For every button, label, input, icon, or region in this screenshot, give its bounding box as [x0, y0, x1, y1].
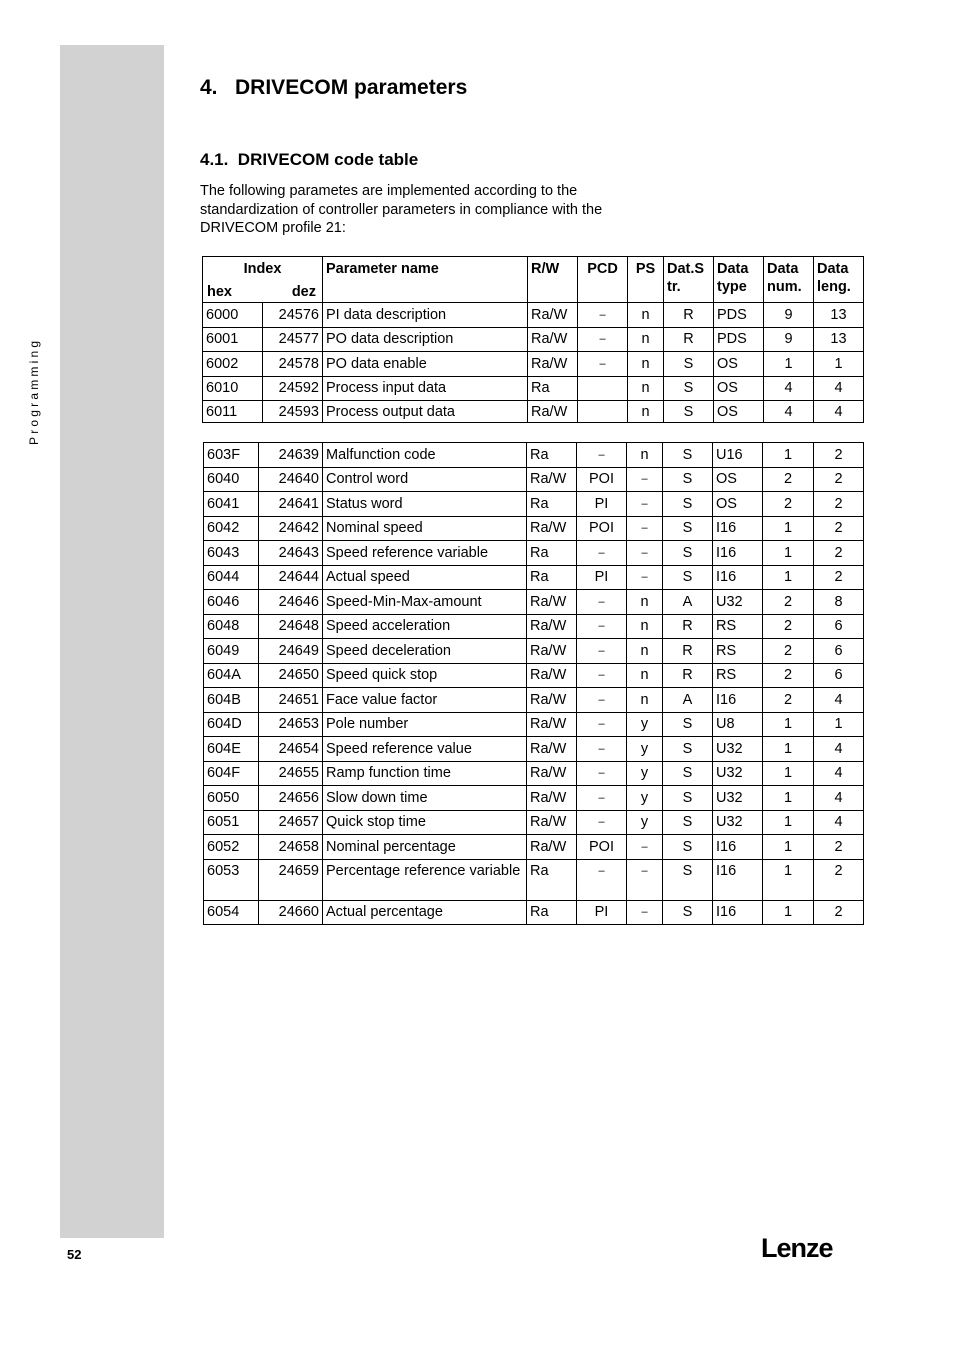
cell-dat-str: A — [663, 590, 713, 615]
cell-hex: 604A — [204, 663, 259, 688]
cell-dez: 24639 — [259, 443, 323, 468]
table-row — [204, 900, 864, 925]
cell-rw: Ra — [527, 492, 577, 517]
header-index-title: Index — [243, 261, 282, 277]
cell-dat-str: S — [663, 810, 713, 835]
cell-data-type: OS — [713, 467, 763, 492]
cell-ps: y — [627, 737, 663, 762]
cell-dez: 24642 — [259, 516, 323, 541]
cell-rw: Ra/W — [528, 352, 578, 377]
cell-pcd: PI — [577, 492, 627, 517]
cell-ps: n — [628, 303, 664, 328]
page-number: 52 — [67, 1247, 82, 1262]
cell-hex: 6049 — [204, 639, 259, 664]
cell-parameter-name: Nominal speed — [323, 516, 527, 541]
cell-dat-str: S — [663, 835, 713, 860]
cell-dez: 24644 — [259, 565, 323, 590]
side-band — [60, 45, 164, 1238]
cell-data-num: 1 — [763, 835, 814, 860]
table-row — [204, 467, 864, 492]
cell-pcd: PI — [577, 565, 627, 590]
cell-hex: 6044 — [204, 565, 259, 590]
cell-hex: 6053 — [204, 859, 259, 900]
cell-dez: 24592 — [263, 376, 323, 401]
cell-data-leng: 6 — [814, 614, 864, 639]
cell-data-num: 2 — [763, 639, 814, 664]
cell-data-leng: 2 — [814, 492, 864, 517]
cell-pcd: – — [577, 712, 627, 737]
cell-data-leng: 13 — [814, 327, 864, 352]
cell-rw: Ra/W — [528, 401, 578, 423]
cell-pcd: – — [577, 786, 627, 811]
cell-pcd — [578, 376, 628, 401]
table-header-row — [203, 257, 864, 303]
cell-rw: Ra/W — [527, 761, 577, 786]
cell-rw: Ra/W — [527, 663, 577, 688]
cell-dez: 24578 — [263, 352, 323, 377]
cell-ps: – — [627, 565, 663, 590]
cell-hex: 6051 — [204, 810, 259, 835]
cell-rw: Ra/W — [528, 303, 578, 328]
cell-data-num: 9 — [764, 327, 814, 352]
cell-pcd: – — [577, 443, 627, 468]
cell-data-leng: 4 — [814, 786, 864, 811]
cell-data-num: 1 — [764, 352, 814, 377]
cell-data-type: U16 — [713, 443, 763, 468]
cell-rw: Ra/W — [527, 712, 577, 737]
cell-data-leng: 1 — [814, 352, 864, 377]
cell-pcd: – — [577, 614, 627, 639]
cell-rw: Ra — [527, 900, 577, 925]
cell-hex: 6043 — [204, 541, 259, 566]
cell-data-type: I16 — [713, 565, 763, 590]
cell-dez: 24656 — [259, 786, 323, 811]
cell-dez: 24641 — [259, 492, 323, 517]
cell-ps: – — [627, 467, 663, 492]
cell-parameter-name: Process input data — [323, 376, 528, 401]
cell-data-leng: 6 — [814, 639, 864, 664]
cell-rw: Ra/W — [528, 327, 578, 352]
table-row — [204, 639, 864, 664]
cell-parameter-name: Actual speed — [323, 565, 527, 590]
cell-data-leng: 4 — [814, 376, 864, 401]
header-pcd: PCD — [578, 257, 628, 303]
cell-data-num: 4 — [764, 376, 814, 401]
cell-hex: 6010 — [203, 376, 263, 401]
cell-parameter-name: PI data description — [323, 303, 528, 328]
cell-data-num: 1 — [763, 737, 814, 762]
cell-data-type: I16 — [713, 859, 763, 900]
cell-ps: – — [627, 900, 663, 925]
cell-hex: 6050 — [204, 786, 259, 811]
cell-pcd: – — [577, 859, 627, 900]
cell-dat-str: S — [664, 401, 714, 423]
table-row — [204, 688, 864, 713]
cell-hex: 604D — [204, 712, 259, 737]
cell-rw: Ra/W — [527, 786, 577, 811]
cell-dez: 24640 — [259, 467, 323, 492]
cell-ps: n — [627, 590, 663, 615]
cell-data-leng: 8 — [814, 590, 864, 615]
section-title: 4.1. DRIVECOM code table — [200, 150, 419, 169]
cell-data-num: 1 — [763, 900, 814, 925]
cell-parameter-name: Nominal percentage — [323, 835, 527, 860]
cell-data-num: 9 — [764, 303, 814, 328]
cell-data-type: OS — [714, 401, 764, 423]
cell-dez: 24657 — [259, 810, 323, 835]
table-row — [204, 810, 864, 835]
cell-data-num: 1 — [763, 859, 814, 900]
table-row — [204, 492, 864, 517]
cell-pcd: – — [577, 541, 627, 566]
cell-pcd: – — [577, 737, 627, 762]
cell-data-type: I16 — [713, 688, 763, 713]
cell-dez: 24650 — [259, 663, 323, 688]
cell-pcd: – — [577, 688, 627, 713]
cell-data-leng: 4 — [814, 737, 864, 762]
cell-ps: n — [627, 639, 663, 664]
cell-data-type: U32 — [713, 590, 763, 615]
table-row — [203, 376, 864, 401]
cell-dez: 24577 — [263, 327, 323, 352]
cell-parameter-name: Speed deceleration — [323, 639, 527, 664]
cell-ps: n — [628, 327, 664, 352]
cell-dat-str: S — [663, 565, 713, 590]
header-data-type: Data type — [714, 257, 764, 303]
cell-data-type: OS — [714, 376, 764, 401]
header-dat-str: Dat.S tr. — [664, 257, 714, 303]
cell-data-type: PDS — [714, 327, 764, 352]
table-row — [203, 352, 864, 377]
cell-dat-str: R — [664, 327, 714, 352]
cell-data-leng: 6 — [814, 663, 864, 688]
header-index — [203, 257, 323, 303]
cell-data-num: 2 — [763, 467, 814, 492]
cell-hex: 6048 — [204, 614, 259, 639]
header-data-leng: Data leng. — [814, 257, 864, 303]
cell-data-num: 2 — [763, 688, 814, 713]
table-row — [203, 401, 864, 423]
cell-hex: 6000 — [203, 303, 263, 328]
cell-dez: 24660 — [259, 900, 323, 925]
table-row — [203, 327, 864, 352]
cell-ps: n — [627, 614, 663, 639]
cell-hex: 604E — [204, 737, 259, 762]
table-row — [203, 303, 864, 328]
cell-data-num: 1 — [763, 516, 814, 541]
cell-dez: 24655 — [259, 761, 323, 786]
cell-parameter-name: Slow down time — [323, 786, 527, 811]
cell-dez: 24593 — [263, 401, 323, 423]
cell-dat-str: S — [663, 541, 713, 566]
cell-hex: 6046 — [204, 590, 259, 615]
lenze-logo: Lenze — [761, 1233, 833, 1263]
cell-dat-str: S — [663, 761, 713, 786]
cell-parameter-name: Status word — [323, 492, 527, 517]
table-row — [204, 835, 864, 860]
cell-data-leng: 2 — [814, 835, 864, 860]
cell-ps: n — [628, 401, 664, 423]
cell-hex: 6041 — [204, 492, 259, 517]
cell-data-num: 4 — [764, 401, 814, 423]
cell-data-num: 2 — [763, 614, 814, 639]
cell-dez: 24658 — [259, 835, 323, 860]
table-row — [204, 516, 864, 541]
cell-dez: 24653 — [259, 712, 323, 737]
cell-hex: 6042 — [204, 516, 259, 541]
cell-ps: n — [628, 352, 664, 377]
cell-dat-str: A — [663, 688, 713, 713]
section-side-label: Programming — [27, 337, 41, 445]
cell-rw: Ra/W — [527, 467, 577, 492]
cell-hex: 604B — [204, 688, 259, 713]
cell-dat-str: S — [663, 900, 713, 925]
cell-dez: 24643 — [259, 541, 323, 566]
table-row — [204, 761, 864, 786]
cell-dat-str: S — [663, 786, 713, 811]
cell-data-type: OS — [714, 352, 764, 377]
cell-hex: 6052 — [204, 835, 259, 860]
drivecom-table-secondary — [203, 442, 864, 925]
table-row — [204, 590, 864, 615]
cell-parameter-name: Malfunction code — [323, 443, 527, 468]
cell-hex: 6001 — [203, 327, 263, 352]
cell-dez: 24654 — [259, 737, 323, 762]
cell-dez: 24576 — [263, 303, 323, 328]
cell-pcd: POI — [577, 835, 627, 860]
cell-parameter-name: Face value factor — [323, 688, 527, 713]
table-row — [204, 786, 864, 811]
table-row — [204, 565, 864, 590]
cell-parameter-name: Speed acceleration — [323, 614, 527, 639]
cell-dat-str: S — [663, 737, 713, 762]
cell-pcd: – — [578, 327, 628, 352]
cell-hex: 6054 — [204, 900, 259, 925]
cell-dat-str: S — [663, 712, 713, 737]
cell-rw: Ra — [528, 376, 578, 401]
cell-data-leng: 1 — [814, 712, 864, 737]
cell-data-leng: 2 — [814, 541, 864, 566]
cell-data-num: 1 — [763, 712, 814, 737]
cell-dat-str: R — [664, 303, 714, 328]
cell-data-num: 1 — [763, 541, 814, 566]
cell-hex: 6011 — [203, 401, 263, 423]
cell-hex: 604F — [204, 761, 259, 786]
cell-data-num: 1 — [763, 810, 814, 835]
cell-parameter-name: Process output data — [323, 401, 528, 423]
cell-parameter-name: Speed-Min-Max-amount — [323, 590, 527, 615]
cell-ps: y — [627, 786, 663, 811]
cell-dat-str: R — [663, 614, 713, 639]
cell-ps: – — [627, 516, 663, 541]
header-ps: PS — [628, 257, 664, 303]
cell-pcd: – — [577, 590, 627, 615]
cell-parameter-name: PO data description — [323, 327, 528, 352]
cell-data-leng: 2 — [814, 859, 864, 900]
cell-rw: Ra/W — [527, 639, 577, 664]
cell-dat-str: S — [663, 859, 713, 900]
table-row — [204, 737, 864, 762]
cell-parameter-name: PO data enable — [323, 352, 528, 377]
cell-ps: y — [627, 761, 663, 786]
cell-hex: 603F — [204, 443, 259, 468]
cell-data-type: U32 — [713, 810, 763, 835]
cell-data-num: 1 — [763, 786, 814, 811]
header-dez: dez — [291, 284, 316, 300]
header-rw: R/W — [528, 257, 578, 303]
cell-data-leng: 2 — [814, 467, 864, 492]
cell-ps: – — [627, 859, 663, 900]
cell-parameter-name: Actual percentage — [323, 900, 527, 925]
cell-parameter-name: Percentage reference variable — [323, 859, 527, 900]
table-row — [204, 541, 864, 566]
cell-data-type: OS — [713, 492, 763, 517]
header-data-num: Data num. — [764, 257, 814, 303]
cell-data-type: RS — [713, 639, 763, 664]
cell-ps: – — [627, 541, 663, 566]
cell-data-leng: 2 — [814, 516, 864, 541]
cell-data-leng: 2 — [814, 565, 864, 590]
cell-dat-str: S — [663, 467, 713, 492]
cell-data-num: 2 — [763, 590, 814, 615]
cell-pcd: – — [577, 810, 627, 835]
cell-data-leng: 4 — [814, 401, 864, 423]
cell-rw: Ra — [527, 541, 577, 566]
cell-parameter-name: Ramp function time — [323, 761, 527, 786]
cell-dat-str: S — [663, 492, 713, 517]
cell-data-type: I16 — [713, 541, 763, 566]
cell-data-leng: 2 — [814, 443, 864, 468]
header-hex: hex — [207, 284, 232, 300]
cell-pcd: POI — [577, 467, 627, 492]
cell-data-num: 1 — [763, 761, 814, 786]
page-title: 4. DRIVECOM parameters — [200, 76, 468, 99]
cell-pcd: – — [577, 663, 627, 688]
cell-rw: Ra/W — [527, 614, 577, 639]
cell-dat-str: S — [664, 376, 714, 401]
cell-data-type: I16 — [713, 900, 763, 925]
cell-ps: – — [627, 835, 663, 860]
cell-rw: Ra — [527, 565, 577, 590]
cell-parameter-name: Quick stop time — [323, 810, 527, 835]
cell-data-type: RS — [713, 614, 763, 639]
cell-ps: – — [627, 492, 663, 517]
cell-pcd: POI — [577, 516, 627, 541]
cell-dat-str: S — [664, 352, 714, 377]
cell-data-type: PDS — [714, 303, 764, 328]
cell-parameter-name: Speed quick stop — [323, 663, 527, 688]
cell-dat-str: R — [663, 663, 713, 688]
cell-ps: y — [627, 810, 663, 835]
cell-dez: 24648 — [259, 614, 323, 639]
intro-paragraph: The following parametes are implemented according to the standardization of controller parameters in compliance with the DRIVECOM profile 21: — [200, 183, 603, 236]
cell-ps: n — [627, 688, 663, 713]
cell-data-leng: 2 — [814, 900, 864, 925]
cell-data-leng: 4 — [814, 761, 864, 786]
cell-rw: Ra/W — [527, 688, 577, 713]
cell-ps: n — [627, 443, 663, 468]
cell-data-type: I16 — [713, 516, 763, 541]
cell-dat-str: R — [663, 639, 713, 664]
cell-data-type: U32 — [713, 786, 763, 811]
cell-ps: n — [627, 663, 663, 688]
cell-rw: Ra/W — [527, 835, 577, 860]
cell-rw: Ra — [527, 859, 577, 900]
cell-data-type: U8 — [713, 712, 763, 737]
cell-ps: n — [628, 376, 664, 401]
table-row — [204, 712, 864, 737]
cell-data-num: 1 — [763, 565, 814, 590]
table-row — [204, 663, 864, 688]
cell-pcd — [578, 401, 628, 423]
cell-dez: 24659 — [259, 859, 323, 900]
cell-rw: Ra — [527, 443, 577, 468]
cell-parameter-name: Pole number — [323, 712, 527, 737]
cell-pcd: – — [578, 352, 628, 377]
cell-dez: 24649 — [259, 639, 323, 664]
cell-rw: Ra/W — [527, 737, 577, 762]
cell-rw: Ra/W — [527, 516, 577, 541]
drivecom-table-main — [202, 256, 864, 423]
cell-pcd: – — [578, 303, 628, 328]
cell-parameter-name: Speed reference variable — [323, 541, 527, 566]
cell-dat-str: S — [663, 443, 713, 468]
cell-ps: y — [627, 712, 663, 737]
cell-dat-str: S — [663, 516, 713, 541]
cell-data-type: U32 — [713, 761, 763, 786]
cell-data-leng: 4 — [814, 688, 864, 713]
table-row — [204, 614, 864, 639]
cell-data-type: U32 — [713, 737, 763, 762]
cell-data-type: I16 — [713, 835, 763, 860]
cell-dez: 24646 — [259, 590, 323, 615]
cell-data-leng: 13 — [814, 303, 864, 328]
cell-data-num: 1 — [763, 443, 814, 468]
cell-dez: 24651 — [259, 688, 323, 713]
cell-parameter-name: Control word — [323, 467, 527, 492]
cell-pcd: – — [577, 639, 627, 664]
cell-data-num: 2 — [763, 492, 814, 517]
header-parameter-name: Parameter name — [323, 257, 528, 303]
cell-data-leng: 4 — [814, 810, 864, 835]
table-row — [204, 443, 864, 468]
cell-parameter-name: Speed reference value — [323, 737, 527, 762]
table-row — [204, 859, 864, 900]
cell-rw: Ra/W — [527, 810, 577, 835]
cell-data-type: RS — [713, 663, 763, 688]
cell-hex: 6040 — [204, 467, 259, 492]
cell-pcd: – — [577, 761, 627, 786]
cell-hex: 6002 — [203, 352, 263, 377]
cell-rw: Ra/W — [527, 590, 577, 615]
cell-pcd: PI — [577, 900, 627, 925]
cell-data-num: 2 — [763, 663, 814, 688]
